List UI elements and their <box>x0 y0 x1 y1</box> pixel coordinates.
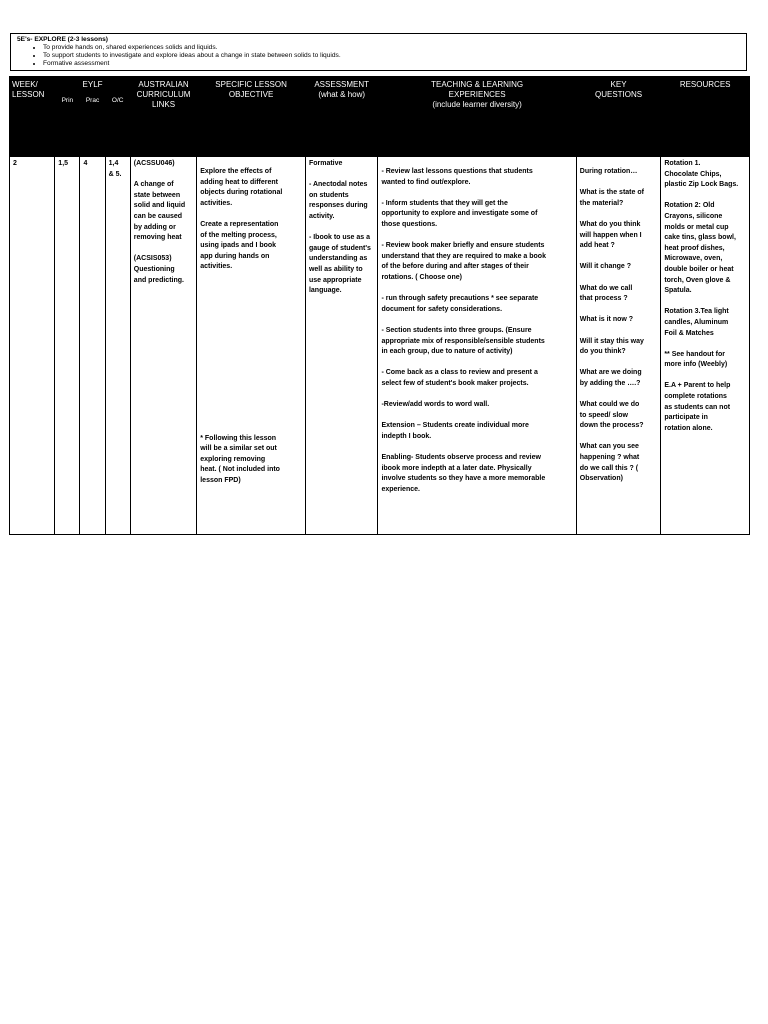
table-header-row <box>10 77 750 94</box>
key-question: What could we do to speed/ slow down the process? <box>579 401 644 430</box>
teaching-step: -Review/add words to word wall. <box>381 401 490 409</box>
col-eylf-prin: Prin <box>55 94 80 157</box>
cell-assessment <box>305 157 377 535</box>
cell-lesson-objective <box>197 157 306 535</box>
teaching-extension: Extension – Students create individual more indepth I book. <box>381 422 529 440</box>
assessment-item: - Anectodal notes on students responses during activity. <box>308 181 368 220</box>
lesson-header <box>10 33 747 71</box>
teaching-enabling: Enabling- Students observe process and review ibook more indepth at a later date. Physically involve students so they have a more memorable experience. <box>381 454 546 493</box>
table-row <box>10 157 750 535</box>
key-question: During rotation… <box>579 168 638 175</box>
lesson-goal: • Formative assessment <box>43 60 740 68</box>
lesson-goals-list <box>17 44 740 68</box>
lesson-goal: • To provide hands on, shared experiences solids and liquids. <box>43 44 740 52</box>
curriculum-code: (ACSIS053) Questioning and predicting. <box>133 255 184 284</box>
cell-eylf-oc: 1,4 & 5. <box>105 157 130 535</box>
col-curriculum-links: AUSTRALIAN CURRICULUM LINKS <box>130 77 196 157</box>
resource-item: Rotation 3.Tea light candles, Aluminum Foil & Matches <box>664 308 729 337</box>
teaching-step: - Review book maker briefly and ensure students understand that they are required to make a book of the before during and after stages of their rotations. ( Choose one) <box>381 242 546 281</box>
curriculum-code: (ACSSU046) <box>133 160 175 167</box>
key-question: Will it stay this way do you think? <box>579 337 644 356</box>
key-question: What do we call that process ? <box>579 284 633 303</box>
lesson-plan-table <box>9 76 750 535</box>
teaching-step: - Inform students that they will get the opportunity to explore and investigate some of those questions. <box>381 199 538 228</box>
resource-item: Rotation 1. Chocolate Chips, plastic Zip Lock Bags. <box>664 160 739 189</box>
teaching-step: - Section students into three groups. (Ensure appropriate mix of responsible/sensible students in each group, due to nature of activity) <box>381 326 545 356</box>
lesson-goal: • To support students to investigate and explore ideas about a change in state between solids to liquids. <box>43 52 740 60</box>
col-eylf-oc: O/C <box>105 94 130 157</box>
cell-eylf-prin: 1,5 <box>55 157 80 535</box>
cell-curriculum-links <box>130 157 196 535</box>
objective-item: Explore the effects of adding heat to different objects during rotational activities. <box>200 168 283 207</box>
key-question: What are we doing by adding the ….? <box>579 369 642 387</box>
col-assessment: ASSESSMENT (what & how) <box>305 77 377 157</box>
col-key-questions: KEY QUESTIONS <box>576 77 661 157</box>
resource-item: ** See handout for more info (Weebly) <box>664 350 728 369</box>
cell-week: 2 <box>10 157 55 535</box>
resource-item: Rotation 2: Old Crayons, silicone molds or metal cup cake tins, glass bowl, heat proof dishes, Microwave, oven, double boiler or heat torch, Oven glove & Spatula. <box>664 202 736 295</box>
col-eylf-prac: Prac <box>80 94 105 157</box>
col-teaching-learning: TEACHING & LEARNING EXPERIENCES (include learner diversity) <box>378 77 576 157</box>
cell-key-questions <box>576 157 661 535</box>
teaching-step: - Come back as a class to review and present a select few of student's book maker projects. <box>381 369 538 387</box>
lesson-phase-title: 5E's- EXPLORE (2-3 lessons) <box>17 36 108 43</box>
col-lesson-objective: SPECIFIC LESSON OBJECTIVE <box>197 77 306 157</box>
objective-note: * Following this lesson will be a similar set out exploring removing heat. ( Not included into lesson FPD) <box>200 434 280 484</box>
teaching-step: - Review last lessons questions that students wanted to find out/explore. <box>381 168 533 186</box>
key-question: Will it change ? <box>579 263 632 271</box>
key-question: What do you think will happen when I add heat ? <box>579 220 642 250</box>
cell-resources <box>661 157 750 535</box>
key-question: What is the state of the material? <box>579 189 644 207</box>
resource-item: E.A + Parent to help complete rotations as students can not participate in rotation alone. <box>664 382 731 432</box>
teaching-step: - run through safety precautions * see separate document for safety considerations. <box>381 295 539 313</box>
assessment-type: Formative <box>308 160 343 167</box>
col-eylf: EYLF <box>55 77 131 94</box>
objective-item: Create a representation of the melting process, using ipads and I book app during hands on activities. <box>200 220 279 271</box>
key-question: What can you see happening ? what do we call this ? ( Observation) <box>579 443 640 483</box>
curriculum-description: A change of state between solid and liquid can be caused by adding or removing heat <box>133 181 186 242</box>
col-week-lesson: WEEK/ LESSON <box>10 77 55 157</box>
key-question: What is it now ? <box>579 316 634 324</box>
cell-eylf-prac: 4 <box>80 157 105 535</box>
col-resources: RESOURCES <box>661 77 750 157</box>
assessment-item: - Ibook to use as a gauge of student's understanding as well as ability to use appropriate language. <box>308 234 371 295</box>
cell-teaching-learning <box>378 157 576 535</box>
